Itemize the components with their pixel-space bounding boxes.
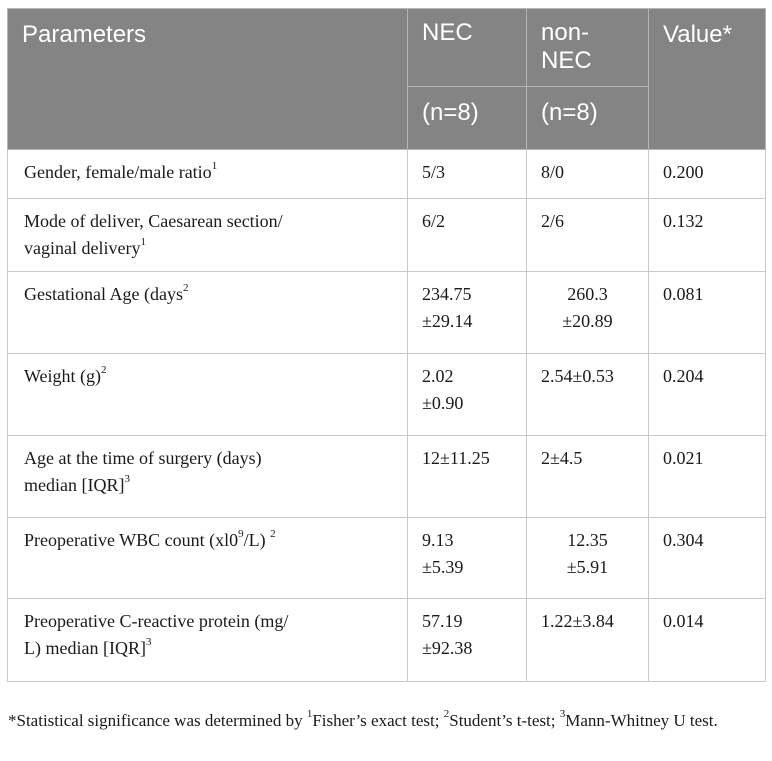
footnote-sup: 3: [559, 708, 566, 721]
cell-nec: 5/3: [408, 150, 527, 199]
row-label-sup: 1: [140, 236, 146, 248]
row-label: [8, 354, 408, 436]
cell-non-nec: [527, 272, 649, 354]
row-label-line2: median [IQR]: [24, 475, 125, 495]
cell-nec-line1: 9.13: [422, 530, 454, 550]
cell-non-nec: 2/6: [527, 199, 649, 272]
cell-non-nec: [527, 518, 649, 599]
cell-nec-line2: ±5.39: [422, 557, 464, 577]
row-label: [8, 599, 408, 682]
header-non-nec-n: (n=8): [527, 87, 649, 150]
table-row: [8, 518, 766, 599]
table-row: [8, 272, 766, 354]
header-value: Value*: [649, 9, 766, 150]
row-label-sup: 2: [270, 528, 276, 540]
table-row: [8, 150, 766, 199]
table-header: [8, 9, 766, 150]
row-label-text-post: /L): [243, 530, 271, 550]
row-label-line2: L) median [IQR]: [24, 638, 146, 658]
cell-value: 0.132: [649, 199, 766, 272]
row-label-sup: 1: [211, 160, 218, 172]
header-nec: NEC: [408, 9, 527, 87]
cell-nec: [408, 518, 527, 599]
row-label-sup-mid: 9: [238, 528, 244, 540]
cell-value: 0.081: [649, 272, 766, 354]
parameters-table: [7, 8, 766, 682]
cell-nec: [408, 272, 527, 354]
footnote-text: *Statistical significance was determined by: [8, 711, 307, 730]
cell-non-nec-line2: ±5.91: [566, 557, 609, 577]
header-parameters: Parameters: [8, 9, 408, 150]
footnote-fisher: Fisher’s exact test;: [312, 711, 444, 730]
row-label-line1: Mode of deliver, Caesarean section/: [24, 211, 283, 231]
cell-nec: [408, 599, 527, 682]
row-label-text: Weight (g): [24, 366, 102, 386]
cell-nec-line1: 2.02: [422, 366, 454, 386]
row-label-line1: Age at the time of surgery (days): [24, 448, 262, 468]
cell-value: 0.204: [649, 354, 766, 436]
row-label: [8, 150, 408, 199]
cell-non-nec-line1: 260.3: [567, 284, 608, 304]
row-label: [8, 199, 408, 272]
cell-nec-line1: 57.19: [422, 611, 463, 631]
cell-value: 0.304: [649, 518, 766, 599]
row-label-sup: 2: [182, 282, 189, 294]
cell-nec: [408, 354, 527, 436]
row-label-line2: vaginal delivery: [24, 238, 141, 258]
footnote-sup: 1: [306, 708, 313, 721]
row-label: [8, 518, 408, 599]
table-row: [8, 199, 766, 272]
cell-nec-line2: ±0.90: [422, 393, 464, 413]
table-body: [8, 150, 766, 682]
table-row: [8, 436, 766, 518]
row-label: [8, 436, 408, 518]
cell-nec-line2: ±29.14: [422, 311, 473, 331]
row-label-line1: Preoperative C-reactive protein (mg/: [24, 611, 289, 631]
cell-non-nec-line1: 12.35: [567, 530, 608, 550]
row-label-sup: 3: [145, 636, 152, 648]
cell-value: 0.021: [649, 436, 766, 518]
footnote-sup: 2: [443, 708, 450, 721]
table-row: [8, 599, 766, 682]
cell-value: 0.200: [649, 150, 766, 199]
cell-non-nec: 2±4.5: [527, 436, 649, 518]
cell-non-nec: 8/0: [527, 150, 649, 199]
row-label-text: Preoperative WBC count (xl0: [24, 530, 239, 550]
cell-nec: 6/2: [408, 199, 527, 272]
row-label-text: Gestational Age (days: [24, 284, 183, 304]
cell-non-nec: 1.22±3.84: [527, 599, 649, 682]
cell-nec: 12±11.25: [408, 436, 527, 518]
table-footnote: [8, 708, 768, 733]
cell-non-nec-line2: ±20.89: [562, 311, 613, 331]
row-label-sup: 2: [101, 364, 107, 376]
row-label-text: Gender, female/male ratio: [24, 162, 212, 182]
footnote-student: Student’s t-test;: [449, 711, 560, 730]
row-label-sup: 3: [124, 473, 130, 485]
cell-nec-line2: ±92.38: [422, 638, 473, 658]
cell-non-nec: 2.54±0.53: [527, 354, 649, 436]
header-nec-n: (n=8): [408, 87, 527, 150]
cell-value: 0.014: [649, 599, 766, 682]
table-row: [8, 354, 766, 436]
row-label: [8, 272, 408, 354]
cell-nec-line1: 234.75: [422, 284, 472, 304]
footnote-mann-whitney: Mann-Whitney U test.: [565, 711, 718, 730]
header-non-nec: non-NEC: [527, 9, 649, 87]
